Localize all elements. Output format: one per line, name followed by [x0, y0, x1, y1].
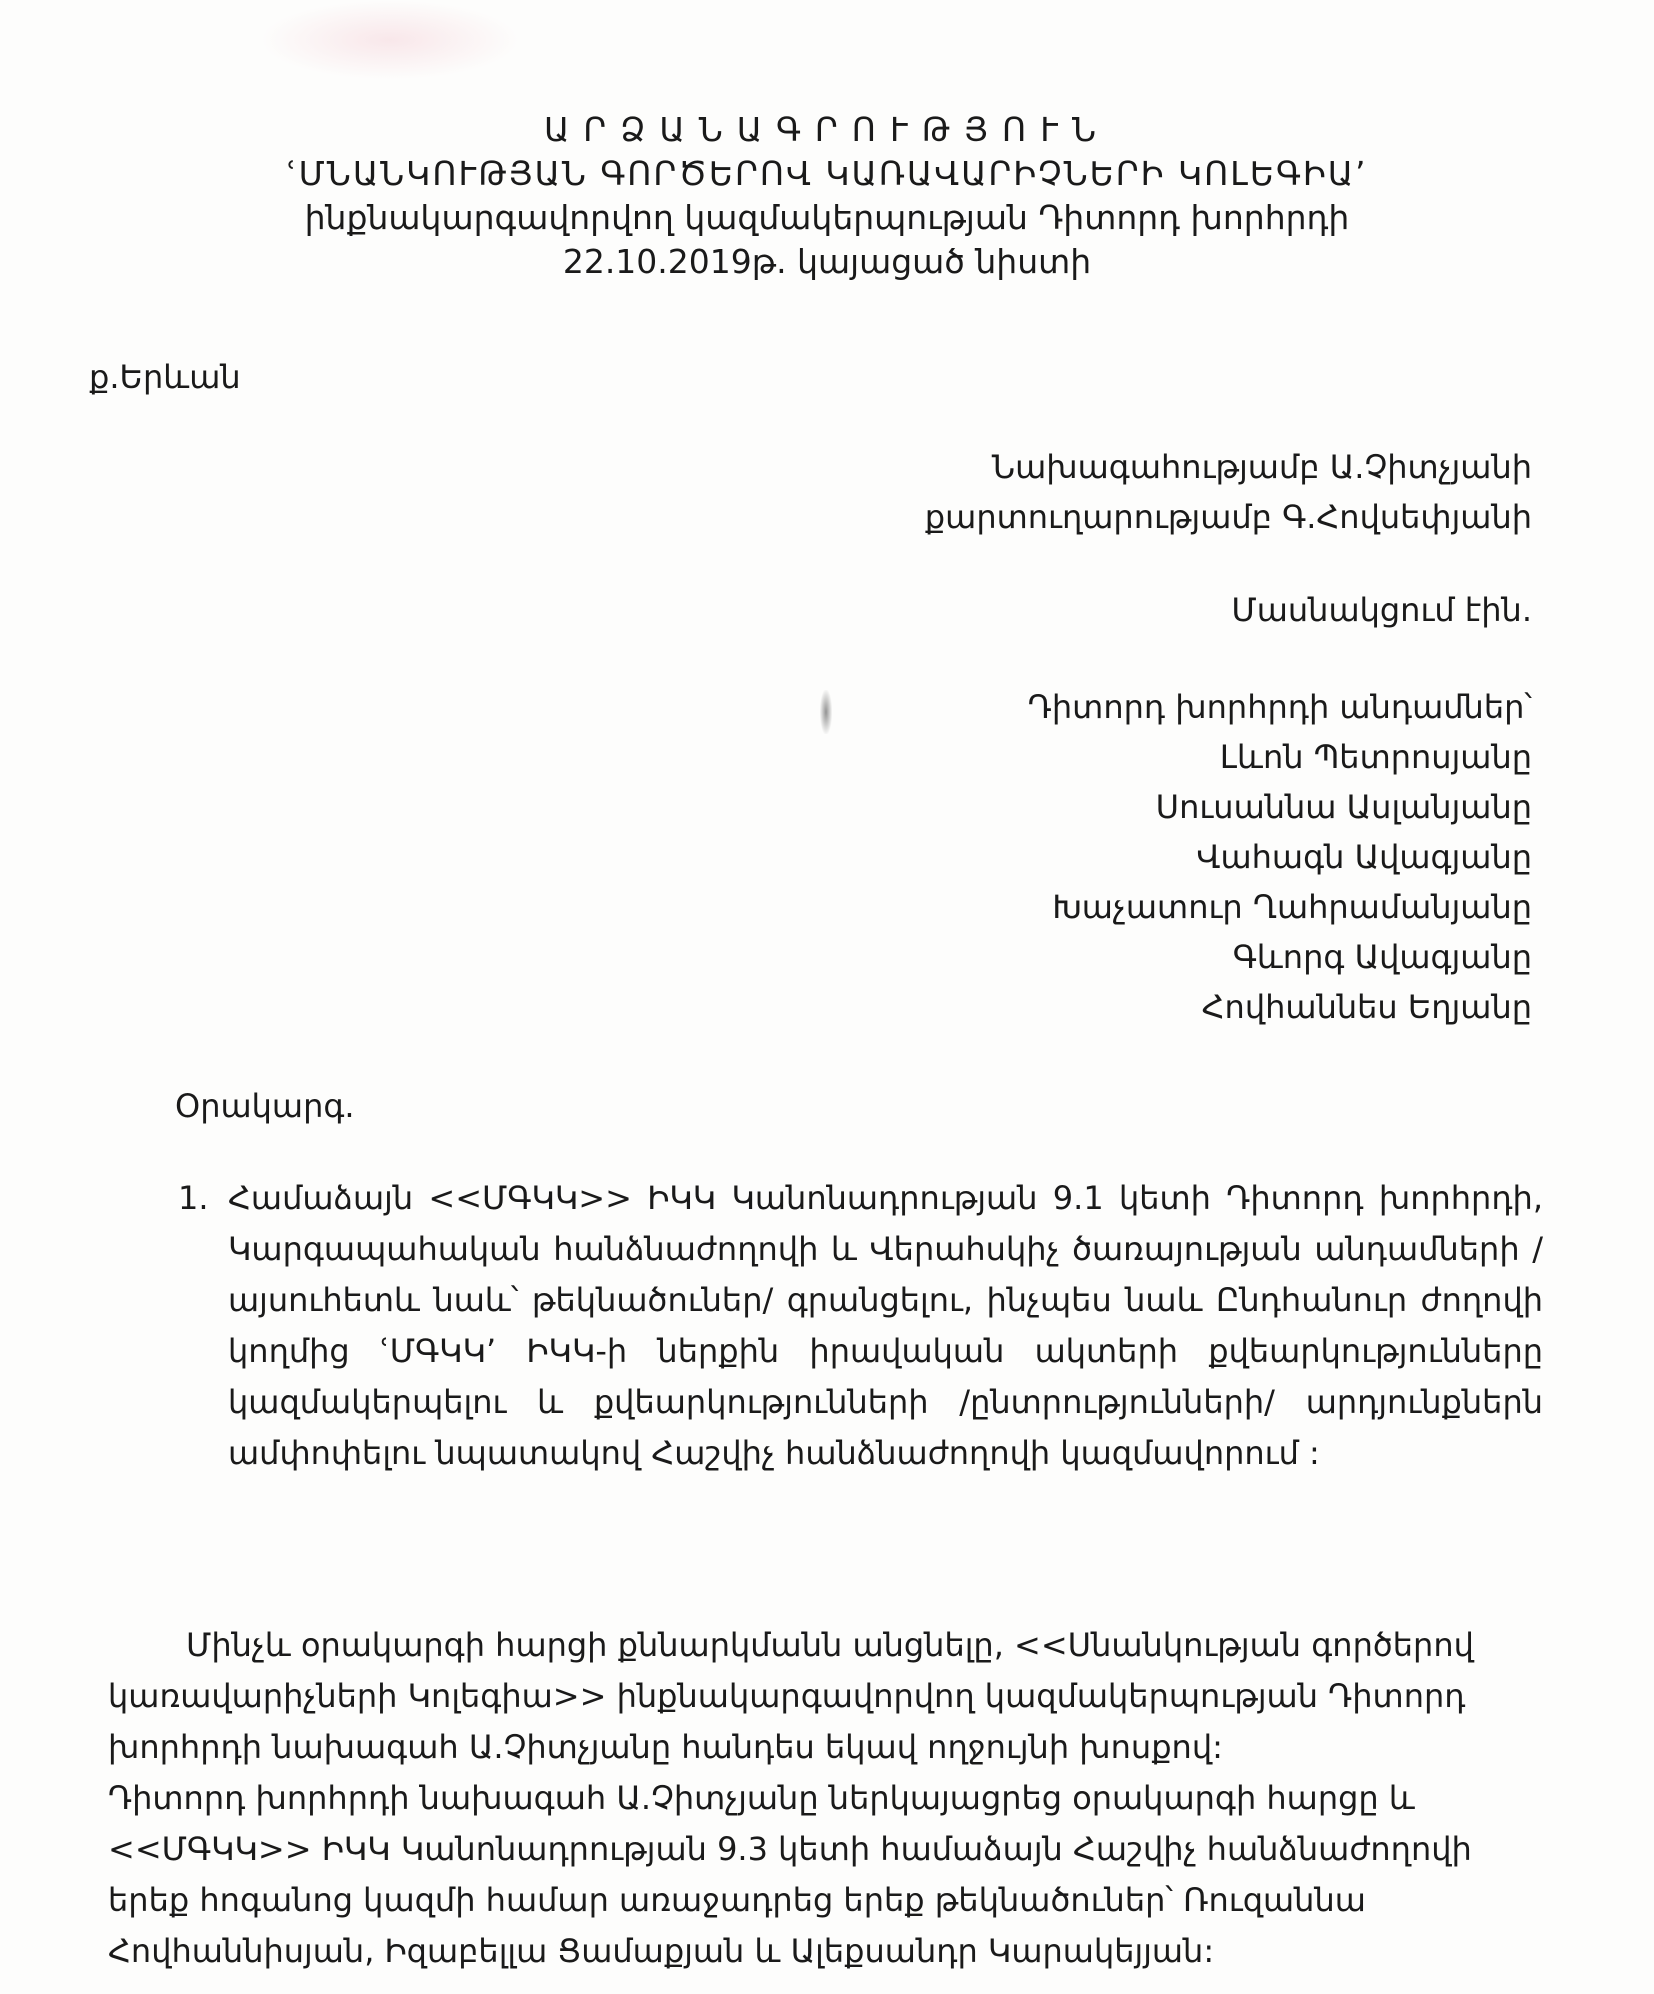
member-name: Գևորգ Ավագյանը: [1232, 938, 1532, 976]
agenda-label: Օրակարգ.: [175, 1087, 355, 1125]
body-paragraph: Մինչև օրակարգի հարցի քննարկմանն անցնելը, <<Սնանկության գործերով կառավարիչների Կոլեգիա>> ինքնակարգավորվող կազմակերպության Դիտորդ խորհրդի նախագահ Ա.Չիտչյանը հանդես եկավ ողջույնի խոսքով:: [108, 1626, 1474, 1766]
scan-stain: [820, 690, 832, 734]
agenda-item-text: Համաձայն <<ՄԳԿԿ>> ԻԿԿ Կանոնադրության 9.1 կետի Դիտորդ խորհրդի, Կարգապահական հանձնաժողովի և Վերահսկիչ ծառայության անդամների /այսուհետև նաև՝ թեկնածուներ/ գրանցելու, ինչպես նաև Ընդհանուր ժողովի կողմից ՙՄԳԿԿ՚ ԻԿԿ-ի ներքին իրավական ակտերի քվեարկությունները կազմակերպելու և քվեարկությունների /ընտրությունների/ արդյունքներն ամփոփելու նպատակով Հաշվիչ հանձնաժողովի կազմավորում :: [228, 1179, 1543, 1472]
governing-body: ինքնակարգավորվող կազմակերպության Դիտորդ խորհրդի: [304, 198, 1350, 237]
member-name: Հովհաննես Եղյանը: [1201, 988, 1532, 1026]
members-list: [1028, 682, 1532, 1032]
agenda-item-number: 1.: [178, 1179, 209, 1217]
participants-heading: Մասնակցում էին.: [1231, 591, 1532, 629]
chair-line: Նախագահությամբ Ա.Չիտչյանի: [991, 448, 1532, 486]
body-paragraph: Դիտորդ խորհրդի նախագահ Ա.Չիտչյանը ներկայացրեց օրակարգի հարցը և <<ՄԳԿԿ>> ԻԿԿ Կանոնադրության 9.3 կետի համաձայն Հաշվիչ հանձնաժողովի երեք հոգանոց կազմի համար առաջադրեց երեք թեկնածուներ՝ Ռուզաննա Հովհաննիսյան, Իզաբելլա Ցամաքյան և Ալեքսանդր Կարակեյյան:: [108, 1779, 1472, 1970]
ink-smudge: [260, 0, 520, 80]
member-name: Վահագն Ավագյանը: [1196, 838, 1532, 876]
minutes-body: [108, 1620, 1498, 1977]
member-name: Լևոն Պետրոսյանը: [1219, 738, 1532, 776]
member-name: Խաչատուր Ղահրամանյանը: [1052, 888, 1532, 926]
chair-block: [925, 442, 1532, 542]
city-label: ք.Երևան: [89, 358, 241, 396]
document-title: ԱՐՁԱՆԱԳՐՈՒԹՅՈՒՆ: [543, 110, 1111, 149]
members-group-label: Դիտորդ խորհրդի անդամներ՝: [1027, 688, 1532, 726]
secretary-line: քարտուղարությամբ Գ.Հովսեփյանի: [924, 498, 1532, 536]
organization-name: ՙՄՆԱՆԿՈՒԹՅԱՆ ԳՈՐԾԵՐՈՎ ԿԱՌԱՎԱՐԻՉՆԵՐԻ ԿՈԼԵԳԻԱ՚: [286, 154, 1368, 193]
document-header: [0, 108, 1654, 284]
meeting-date: 22.10.2019թ. կայացած նիստի: [562, 242, 1092, 281]
agenda-item: [178, 1173, 1543, 1479]
member-name: Սուսաննա Ասլանյանը: [1155, 788, 1532, 826]
